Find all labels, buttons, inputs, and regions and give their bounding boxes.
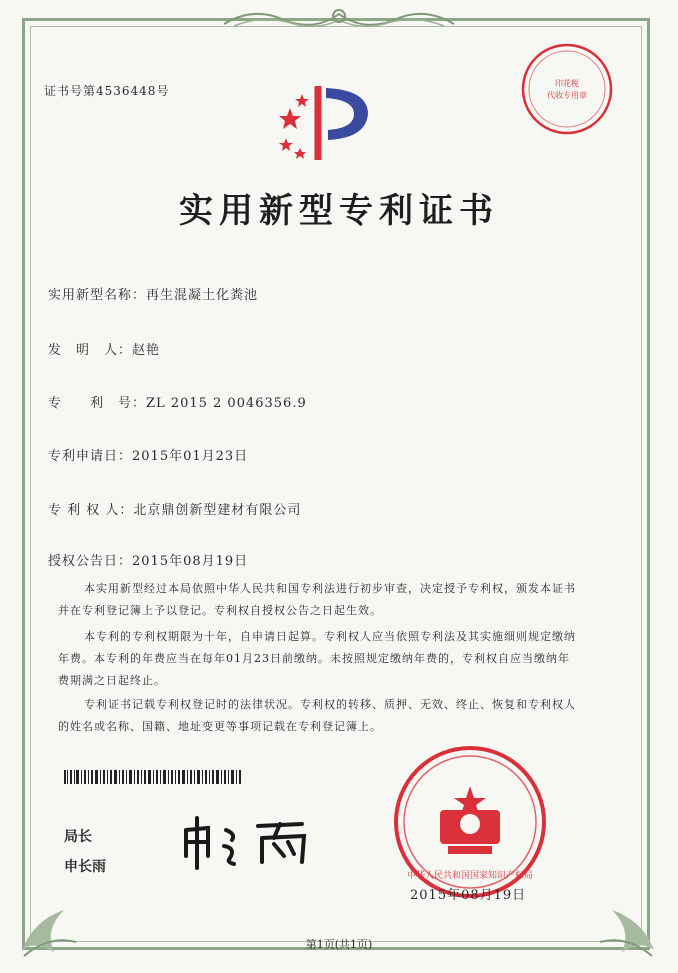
- svg-text:代收专用章: 代收专用章: [547, 91, 587, 100]
- inventor-field: [48, 339, 160, 358]
- application-date-field: [48, 445, 248, 464]
- inventor-value: 赵艳: [132, 343, 161, 358]
- sipo-official-seal-icon: [390, 742, 550, 902]
- grant-announcement-date-label: 授权公告日：: [48, 554, 133, 569]
- grant-announcement-date-field: [48, 550, 248, 569]
- patent-number-field: [48, 392, 307, 411]
- director-name: 申长雨: [64, 859, 106, 875]
- certificate-number: 证书号第4536448号: [44, 84, 170, 98]
- seal-date: 2015年08月19日: [410, 888, 527, 903]
- body-paragraph-2: 本专利的专利权期限为十年，自申请日起算。专利权人应当依照专利法及其实施细则规定缴纳年费。本专利的年费应当在每年01月23日前缴纳。未按照规定缴纳年费的，专利权自应当缴纳年费期满之日起终止。: [58, 630, 576, 687]
- sipo-logo-icon: [268, 78, 378, 168]
- svg-text:印花税: 印花税: [555, 79, 579, 88]
- certificate-title: 实用新型专利证书: [179, 191, 499, 231]
- patentee-field: [48, 499, 301, 518]
- grant-announcement-date-value: 2015年08月19日: [132, 554, 249, 569]
- utility-model-name-field: [48, 284, 258, 303]
- application-date-value: 2015年01月23日: [132, 449, 249, 464]
- body-paragraph-3: 专利证书记载专利权登记时的法律状况。专利权的转移、质押、无效、终止、恢复和专利权人的姓名或名称、国籍、地址变更等事项记载在专利登记簿上。: [58, 698, 576, 733]
- page-number: 第1页(共1页): [305, 938, 373, 951]
- patent-number-value: ZL 2015 2 0046356.9: [146, 396, 307, 411]
- local-seal-icon: [518, 40, 616, 138]
- barcode-icon: [64, 770, 244, 784]
- patent-number-label: 专 利 号：: [48, 396, 147, 411]
- patentee-value: 北京鼎创新型建材有限公司: [133, 503, 302, 518]
- utility-model-name-label: 实用新型名称：: [48, 288, 147, 303]
- application-date-label: 专利申请日：: [48, 449, 133, 464]
- patentee-label: 专 利 权 人：: [48, 503, 134, 518]
- svg-text:中华人民共和国国家知识产权局: 中华人民共和国国家知识产权局: [406, 871, 534, 881]
- top-ornament-icon: [214, 4, 464, 34]
- body-paragraph-1: 本实用新型经过本局依照中华人民共和国专利法进行初步审查，决定授予专利权，颁发本证书并在专利登记簿上予以登记。专利权自授权公告之日起生效。: [58, 582, 576, 617]
- handwritten-signature-icon: [178, 812, 328, 872]
- director-title: 局长: [64, 829, 92, 845]
- utility-model-name-value: 再生混凝土化粪池: [146, 288, 259, 303]
- inventor-label: 发 明 人：: [48, 343, 133, 358]
